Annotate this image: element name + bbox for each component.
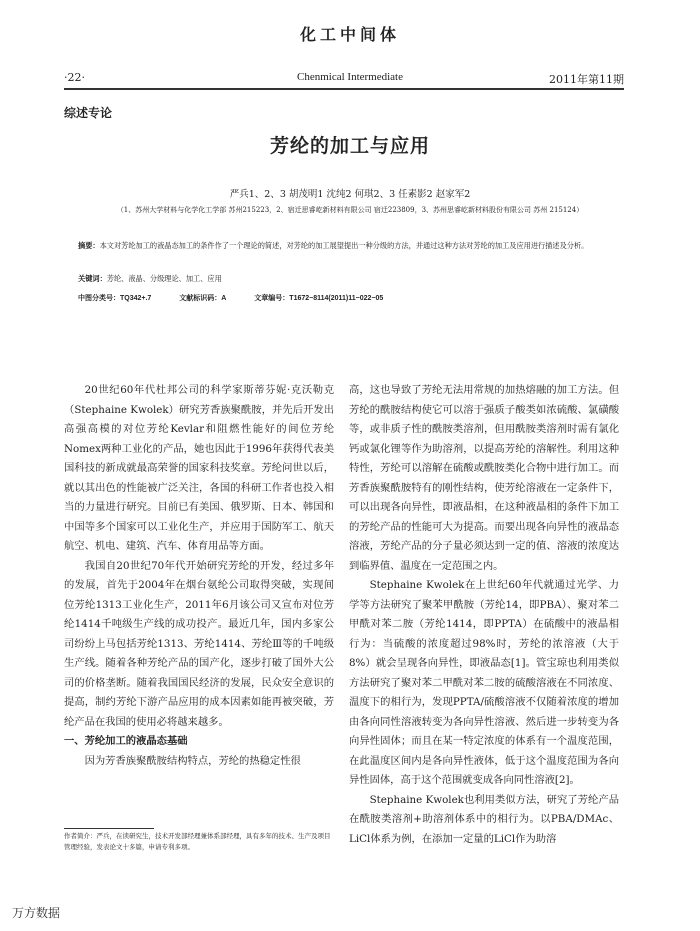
doc-code-field: 文献标识码：A bbox=[179, 295, 227, 302]
body-paragraph: Stephaine Kwolek也利用类似方法，研究了芳纶产品在酰胺类溶剂+助溶剂体系中的相行为。以PBA/DMAc、LiCl体系为例，在添加一定量的LiCl作为助溶 bbox=[349, 793, 619, 845]
section-label: 综述专论 bbox=[64, 106, 113, 120]
article-no-field: 文章编号：T1672−8114(2011)11−022−05 bbox=[254, 295, 384, 302]
classification-line bbox=[78, 293, 409, 303]
header-rule bbox=[64, 88, 624, 90]
body-paragraph: Stephaine Kwolek在上世纪60年代就通过光学、力学等方法研究了聚苯甲酰胺（芳纶14，即PBA）、聚对苯二甲酰对苯二胺（芳纶1414，即PPTA）在硫酸中的液晶相行为：当硫酸的浓度超过98%时，芳纶的浓溶液（大于8%）就会呈现各向异性，即液晶态[1]。管宝琼也利用类似方法研究了聚对苯二甲酰对苯二胺的硫酸溶液在不同浓度、温度下的相行为，发现PPTA/硫酸溶液不仅随着浓度的增加由各向同性溶液转变为各向异性溶液、然后进一步转变为各向异性固体；而且在某一特定浓度的体系有一个温度范围，在此温度区间内是各向异性液体，低于这个温度范围为各向异性固体，高于这个范围就变成各向同性溶液[2]。 bbox=[349, 579, 619, 786]
journal-name: Chenmical Intermediate bbox=[297, 71, 403, 83]
body-paragraph: 20世纪60年代杜邦公司的科学家斯蒂芬妮·克沃勒克（Stephaine Kwolek）研究芳香族聚酰胺，并先后开发出高强高模的对位芳纶Kevlar和阻燃性能好的间位芳纶Nomex两种工业化的产品，她也因此于1996年获得代表美国科技的新成就最高荣誉的国家科技奖章。芳纶问世以后，就以其出色的性能被广泛关注，各国的科研工作者也投入相当的力量进行研究。目前已有美国、俄罗斯、日本、韩国和中国等多个国家可以工业化生产，并应用于国防军工、航天航空、机电、建筑、汽车、体育用品等方面。 bbox=[64, 384, 334, 552]
issue-label: 2011年第11期 bbox=[549, 73, 624, 86]
left-column bbox=[64, 381, 334, 771]
body-paragraph: 我国自20世纪70年代开始研究芳纶的开发，经过多年的发展，首先于2004年在烟台氨纶公司取得突破，实现间位芳纶1313工业化生产，2011年6月该公司又宣布对位芳纶1414千吨级生产线的成功投产。最近几年，国内多家公司纷纷上马包括芳纶1313、芳纶1414、芳纶Ⅲ等的千吨级生产线。随着各种芳纶产品的国产化，逐步打破了国外大公司的价格垄断。随着我国国民经济的发展，民众安全意识的提高，制约芳纶下游产品应用的成本因素如能再被突破，芳纶产品在我国的使用必将越来越多。 bbox=[64, 559, 334, 728]
keywords-text: 芳纶、液晶、分级理论、加工、应用 bbox=[106, 274, 222, 283]
journal-title: 化工中间体 bbox=[299, 25, 400, 44]
clc-field: 中图分类号：TQ342+.7 bbox=[78, 295, 152, 302]
abstract-label: 摘要： bbox=[78, 241, 100, 250]
abstract-block bbox=[78, 237, 624, 254]
watermark: 万方数据 bbox=[12, 906, 61, 920]
body-paragraph: 因为芳香族聚酰胺结构特点，芳纶的热稳定性很 bbox=[84, 754, 301, 767]
footnote-rule bbox=[64, 828, 154, 829]
right-column bbox=[349, 381, 619, 849]
abstract-text: 本文对芳纶加工的液晶态加工的条件作了一个理论的简述，对芳纶的加工展望提出一种分级的方法，并通过这种方法对芳纶的加工及应用进行描述及分析。 bbox=[99, 241, 589, 250]
keywords-block bbox=[78, 274, 222, 284]
affiliations: （1、苏州大学材料与化学化工学部 苏州215223，2、宿迁思睿屹新材料有限公司 宿迁223809，3、苏州思睿屹新材料股份有限公司 苏州 215124） bbox=[116, 206, 584, 214]
author-list: 严兵1、2、3 胡茂明1 沈纯2 何琪2、3 任素影2 赵家军2 bbox=[229, 189, 471, 200]
page-number: ·22· bbox=[64, 71, 85, 84]
section-heading: 一、芳纶加工的液晶态基础 bbox=[64, 735, 188, 747]
article-title: 芳纶的加工与应用 bbox=[269, 135, 430, 157]
author-footnote: 作者简介：严兵，在读研究生，技术开发部经理兼体系部经理，具有多年的技术、生产及项目管理经验，发表论文十多篇，申请专利多项。 bbox=[64, 832, 331, 851]
body-paragraph: 高，这也导致了芳纶无法用常规的加热熔融的加工方法。但芳纶的酰胺结构使它可以溶于强质子酸类如浓硫酸、氯磺酸等，或非质子性的酰胺类溶剂，但用酰胺类溶剂时需有氯化钙或氯化锂等作为助溶剂，以提高芳纶的溶解性。利用这种特性，芳纶可以溶解在硫酸或酰胺类化合物中进行加工。而芳香族聚酰胺特有的刚性结构，使芳纶溶液在一定条件下，可以出现各向异性，即液晶相，在这种液晶相的条件下加工的芳纶产品的性能可大为提高。而要出现各向异性的液晶态溶液，芳纶产品的分子量必须达到一定的值、溶液的浓度达到临界值、温度在一定范围之内。 bbox=[349, 384, 619, 572]
keywords-label: 关键词： bbox=[78, 274, 107, 283]
